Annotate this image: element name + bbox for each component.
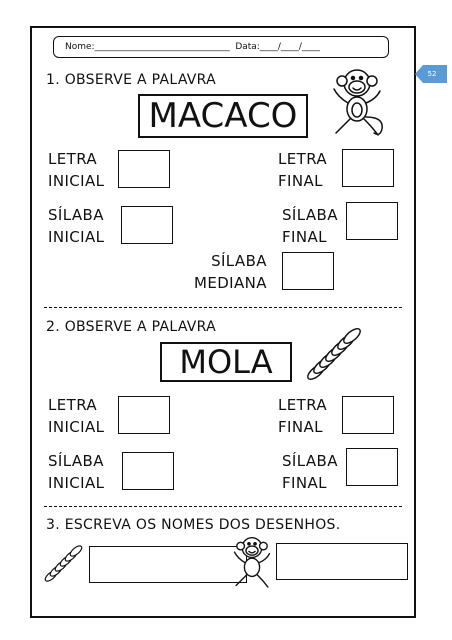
answer-box-letra-final-2[interactable] bbox=[342, 396, 394, 434]
header-bar bbox=[53, 36, 389, 58]
word-mola: MOLA bbox=[160, 342, 292, 382]
label-silaba-final-2: SÍLABA FINAL bbox=[282, 452, 338, 492]
name-label: Nome: bbox=[65, 42, 95, 52]
label-silaba-mediana: SÍLABA MEDIANA bbox=[194, 252, 267, 292]
answer-box-letra-inicial[interactable] bbox=[118, 150, 170, 188]
label-letra-final-2: LETRA FINAL bbox=[278, 396, 328, 436]
answer-box-silaba-inicial-2[interactable] bbox=[122, 452, 174, 490]
section2-title: 2. OBSERVE A PALAVRA bbox=[46, 319, 217, 335]
name-field[interactable]: ______________________________ bbox=[94, 42, 230, 52]
answer-box-silaba-mediana[interactable] bbox=[282, 252, 334, 290]
answer-box-drawing-2[interactable] bbox=[276, 543, 408, 580]
monkey-icon bbox=[230, 532, 274, 592]
label-silaba-inicial: SÍLABA INICIAL bbox=[48, 206, 105, 246]
label-silaba-final: SÍLABA FINAL bbox=[282, 206, 338, 246]
label-letra-inicial: LETRA INICIAL bbox=[48, 150, 105, 190]
section-divider bbox=[44, 506, 402, 507]
section3-title: 3. ESCREVA OS NOMES DOS DESENHOS. bbox=[46, 517, 341, 533]
word-macaco: MACACO bbox=[138, 94, 308, 138]
monkey-icon bbox=[328, 63, 386, 141]
answer-box-letra-final[interactable] bbox=[342, 149, 394, 187]
answer-box-silaba-final[interactable] bbox=[346, 202, 398, 240]
date-label: Data: bbox=[235, 42, 260, 52]
label-letra-final: LETRA FINAL bbox=[278, 150, 328, 190]
label-silaba-inicial-2: SÍLABA INICIAL bbox=[48, 452, 105, 492]
page-number: 52 bbox=[427, 70, 437, 78]
spring-icon bbox=[302, 320, 366, 388]
spring-icon bbox=[42, 540, 86, 586]
answer-box-silaba-final-2[interactable] bbox=[346, 448, 398, 486]
answer-box-letra-inicial-2[interactable] bbox=[118, 396, 170, 434]
section-divider bbox=[44, 307, 402, 308]
answer-box-drawing-1[interactable] bbox=[89, 546, 247, 583]
section1-title: 1. OBSERVE A PALAVRA bbox=[46, 72, 217, 88]
date-field[interactable]: ____/____/____ bbox=[259, 42, 320, 52]
answer-box-silaba-inicial[interactable] bbox=[121, 206, 173, 244]
label-letra-inicial-2: LETRA INICIAL bbox=[48, 396, 105, 436]
